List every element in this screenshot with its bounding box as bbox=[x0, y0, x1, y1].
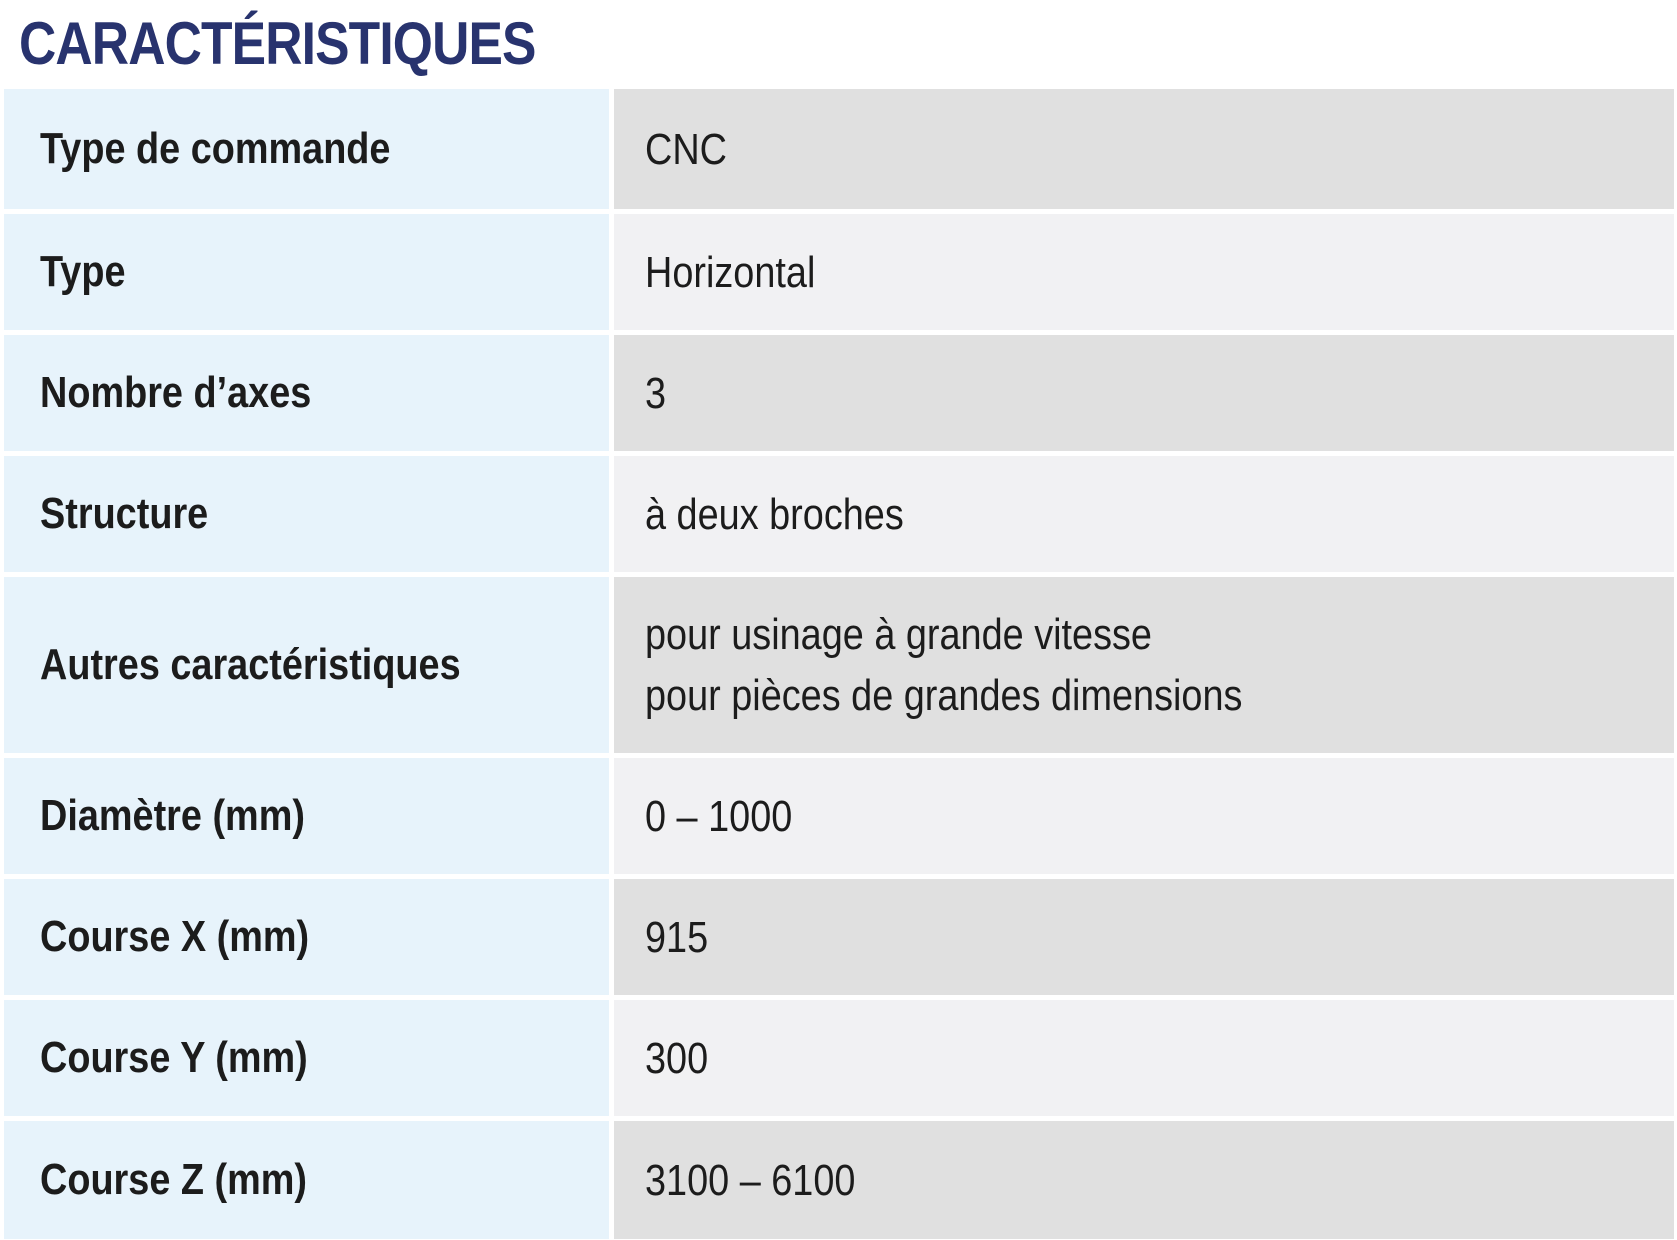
row-value: 300 bbox=[614, 1000, 1674, 1116]
row-value: 3100 – 6100 bbox=[614, 1121, 1674, 1239]
row-value: à deux broches bbox=[614, 456, 1674, 572]
row-value: 0 – 1000 bbox=[614, 758, 1674, 874]
page-title: CARACTÉRISTIQUES bbox=[19, 10, 536, 77]
spec-table bbox=[4, 89, 1674, 1239]
row-label: Course Z (mm) bbox=[4, 1121, 614, 1239]
row-label: Course X (mm) bbox=[4, 879, 614, 995]
table-row bbox=[4, 577, 1674, 758]
row-value: Horizontal bbox=[614, 214, 1674, 330]
table-row bbox=[4, 879, 1674, 1000]
table-row bbox=[4, 1000, 1674, 1121]
table-row bbox=[4, 456, 1674, 577]
row-value: 915 bbox=[614, 879, 1674, 995]
row-label: Diamètre (mm) bbox=[4, 758, 614, 874]
row-label: Type bbox=[4, 214, 614, 330]
table-row bbox=[4, 758, 1674, 879]
row-label: Structure bbox=[4, 456, 614, 572]
row-label: Autres caractéristiques bbox=[4, 577, 614, 753]
row-label: Type de commande bbox=[4, 89, 614, 209]
row-value: 3 bbox=[614, 335, 1674, 451]
table-row bbox=[4, 89, 1674, 214]
row-value: CNC bbox=[614, 89, 1674, 209]
table-row bbox=[4, 1121, 1674, 1239]
row-label: Course Y (mm) bbox=[4, 1000, 614, 1116]
table-row bbox=[4, 214, 1674, 335]
row-value: pour usinage à grande vitesse pour pièces de grandes dimensions bbox=[614, 577, 1674, 753]
table-row bbox=[4, 335, 1674, 456]
row-label: Nombre d’axes bbox=[4, 335, 614, 451]
